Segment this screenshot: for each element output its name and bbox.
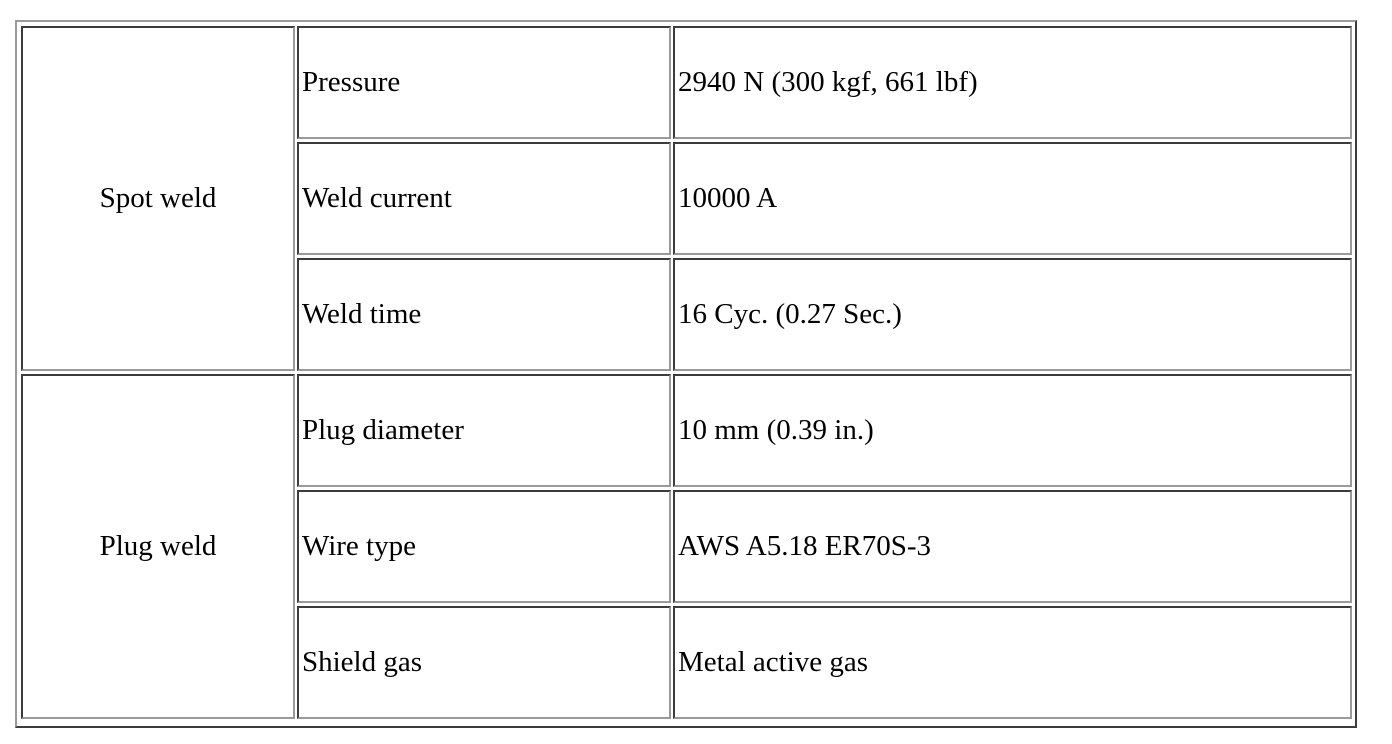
value-cell-weld-current bbox=[673, 142, 1352, 255]
value-cell-wire-type bbox=[673, 490, 1352, 603]
group-label-text: Spot weld bbox=[99, 182, 217, 214]
value-cell-plug-diameter bbox=[673, 374, 1352, 487]
param-cell-plug-diameter bbox=[297, 374, 671, 487]
param-cell-shield-gas bbox=[297, 606, 671, 719]
value-cell-weld-time bbox=[673, 258, 1352, 371]
param-value: 16 Cyc. (0.27 Sec.) bbox=[678, 298, 902, 330]
param-label: Wire type bbox=[302, 530, 416, 562]
param-label: Weld current bbox=[302, 182, 452, 214]
param-value: AWS A5.18 ER70S-3 bbox=[678, 530, 932, 562]
group-label-text: Plug weld bbox=[99, 530, 217, 562]
group-label-plug-weld bbox=[21, 374, 295, 719]
param-cell-pressure bbox=[297, 26, 671, 139]
value-cell-shield-gas bbox=[673, 606, 1352, 719]
param-label: Shield gas bbox=[302, 646, 423, 678]
param-label: Plug diameter bbox=[302, 414, 464, 446]
group-label-spot-weld bbox=[21, 26, 295, 371]
param-value: 10000 A bbox=[678, 182, 778, 214]
param-value: Metal active gas bbox=[678, 646, 869, 678]
param-cell-weld-time bbox=[297, 258, 671, 371]
value-cell-pressure bbox=[673, 26, 1352, 139]
param-label: Weld time bbox=[302, 298, 422, 330]
param-label: Pressure bbox=[302, 66, 401, 98]
param-value: 2940 N (300 kgf, 661 lbf) bbox=[678, 66, 978, 98]
param-value: 10 mm (0.39 in.) bbox=[678, 414, 874, 446]
param-cell-wire-type bbox=[297, 490, 671, 603]
param-cell-weld-current bbox=[297, 142, 671, 255]
